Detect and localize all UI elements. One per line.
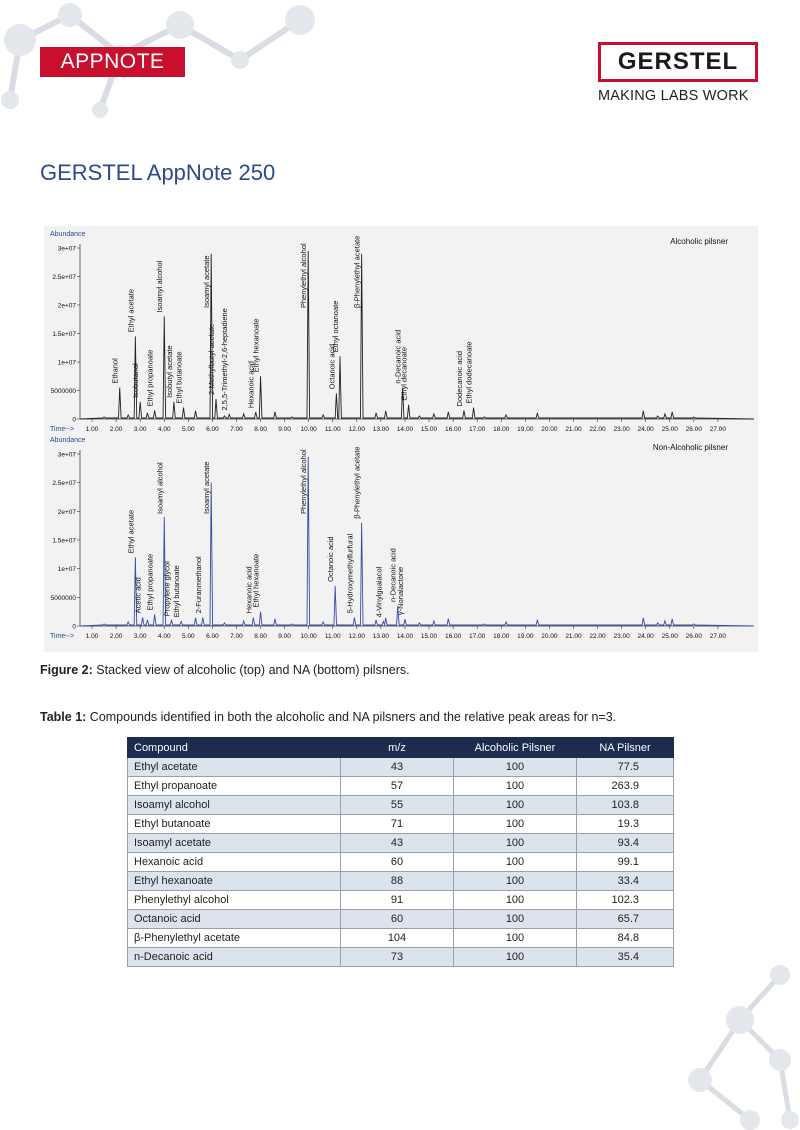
cell-na: 33.4 xyxy=(577,872,674,891)
peak-label: Isobutanol xyxy=(131,363,141,398)
cell-mz: 104 xyxy=(341,929,454,948)
x-axis-label: Time--> xyxy=(50,633,75,640)
cell-na: 65.7 xyxy=(577,910,674,929)
x-tick-label: 21.00 xyxy=(565,633,582,640)
cell-compound: Ethyl hexanoate xyxy=(128,872,341,891)
chromatogram-svg xyxy=(44,226,758,652)
y-axis-label: Abundance xyxy=(50,437,86,444)
x-tick-label: 23.00 xyxy=(613,633,630,640)
x-tick-label: 22.00 xyxy=(589,633,606,640)
x-tick-label: 7.00 xyxy=(230,426,243,433)
cell-compound: Ethyl acetate xyxy=(128,758,341,777)
cell-na: 84.8 xyxy=(577,929,674,948)
x-tick-label: 12.00 xyxy=(348,426,365,433)
y-tick-label: 2.5e+07 xyxy=(52,274,76,281)
peak-label: Acetic acid xyxy=(133,577,143,614)
peak-label: Ethanol xyxy=(110,358,120,384)
header-na: NA Pilsner xyxy=(577,738,674,758)
cell-compound: β-Phenylethyl acetate xyxy=(128,929,341,948)
x-tick-label: 11.00 xyxy=(324,426,341,433)
x-tick-label: 21.00 xyxy=(565,426,582,433)
peak-label: 5-Hydroxymethylfurfural xyxy=(345,533,355,614)
y-tick-label: 1.5e+07 xyxy=(52,331,76,338)
x-tick-label: 8.00 xyxy=(254,426,267,433)
cell-mz: 60 xyxy=(341,910,454,929)
cell-mz: 88 xyxy=(341,872,454,891)
cell-na: 19.3 xyxy=(577,815,674,834)
cell-mz: 43 xyxy=(341,758,454,777)
x-axis-label: Time--> xyxy=(50,426,75,433)
peak-label: Ethyl acetate xyxy=(126,509,136,554)
table-row xyxy=(128,777,674,796)
peak-label: Isoamyl acetate xyxy=(202,461,212,514)
x-tick-label: 2.00 xyxy=(109,426,123,433)
peak-label: Isoamyl acetate xyxy=(202,255,212,308)
y-tick-label: 0 xyxy=(72,623,76,631)
cell-na: 99.1 xyxy=(577,853,674,872)
chromatogram-panel xyxy=(44,226,758,652)
chart-title: Alcoholic pilsner xyxy=(670,237,728,246)
peak-label: Propylene glycol xyxy=(162,561,172,617)
peak-label: Phenylethyl alcohol xyxy=(299,243,309,308)
x-tick-label: 9.00 xyxy=(278,633,291,640)
x-tick-label: 18.00 xyxy=(493,426,510,433)
peak-label: Ethyl dodecanoate xyxy=(464,341,474,404)
cell-alcoholic: 100 xyxy=(454,834,577,853)
figure-caption-text: Stacked view of alcoholic (top) and NA (bottom) pilsners. xyxy=(92,663,410,677)
peak-label: n-Decanoic acid xyxy=(388,548,398,602)
peak-label: Ethyl decanoate xyxy=(399,346,409,401)
x-tick-label: 20.00 xyxy=(541,633,558,640)
x-tick-label: 5.00 xyxy=(181,426,195,433)
table-caption xyxy=(40,710,616,724)
x-tick-label: 27.00 xyxy=(709,426,727,433)
cell-mz: 71 xyxy=(341,815,454,834)
figure-label: Figure 2: xyxy=(40,663,93,677)
molecule-decoration-bottom xyxy=(640,960,800,1130)
x-tick-label: 10.00 xyxy=(300,633,317,640)
x-tick-label: 19.00 xyxy=(517,426,534,433)
cell-compound: Ethyl butanoate xyxy=(128,815,341,834)
y-tick-label: 2.5e+07 xyxy=(52,480,76,488)
y-tick-label: 3e+07 xyxy=(57,245,76,253)
x-tick-label: 27.00 xyxy=(709,633,727,640)
cell-mz: 73 xyxy=(341,948,454,967)
table-caption-text: Compounds identified in both the alcoholic and NA pilsners and the relative peak areas for n=3. xyxy=(86,710,617,724)
table-row xyxy=(128,815,674,834)
y-tick-label: 3e+07 xyxy=(57,451,76,459)
cell-alcoholic: 100 xyxy=(454,910,577,929)
cell-alcoholic: 100 xyxy=(454,853,577,872)
y-axis-label: Abundance xyxy=(50,231,86,238)
cell-mz: 57 xyxy=(341,777,454,796)
peak-label: 2,5,5-Trimethyl-2,6-heptadiene xyxy=(220,308,230,411)
x-tick-label: 14.00 xyxy=(396,426,414,433)
cell-compound: Hexanoic acid xyxy=(128,853,341,872)
x-tick-label: 19.00 xyxy=(517,633,534,640)
cell-na: 263.9 xyxy=(577,777,674,796)
peak-label: Ethyl hexanoate xyxy=(251,318,261,373)
peak-label: Ethyl propanoate xyxy=(145,349,155,407)
y-tick-label: 2e+07 xyxy=(57,508,76,516)
cell-alcoholic: 100 xyxy=(454,796,577,815)
x-tick-label: 20.00 xyxy=(541,426,558,433)
peak-label: 4-Vinylguaiacol xyxy=(374,566,384,618)
cell-alcoholic: 100 xyxy=(454,891,577,910)
x-tick-label: 1.00 xyxy=(85,426,99,433)
y-tick-label: 1e+07 xyxy=(57,359,76,367)
y-tick-label: 1e+07 xyxy=(57,566,76,574)
cell-na: 93.4 xyxy=(577,834,674,853)
header-compound: Compound xyxy=(128,738,341,758)
peak-label: Ethyl butanoate xyxy=(172,565,182,618)
x-tick-label: 15.00 xyxy=(420,426,438,433)
x-tick-label: 26.00 xyxy=(685,633,702,640)
table-row xyxy=(128,853,674,872)
header-mz: m/z xyxy=(341,738,454,758)
x-tick-label: 13.00 xyxy=(372,426,390,433)
cell-mz: 43 xyxy=(341,834,454,853)
x-tick-label: 6.00 xyxy=(206,426,219,433)
cell-mz: 60 xyxy=(341,853,454,872)
peak-label: Ethyl acetate xyxy=(126,288,136,333)
logo-tagline: MAKING LABS WORK xyxy=(598,88,749,104)
compound-table xyxy=(127,737,674,967)
peak-label: Isobutyl acetate xyxy=(164,345,174,398)
x-tick-label: 16.00 xyxy=(444,633,462,640)
cell-mz: 91 xyxy=(341,891,454,910)
cell-na: 103.8 xyxy=(577,796,674,815)
peak-label: Octanoic acid xyxy=(327,343,337,390)
x-tick-label: 12.00 xyxy=(348,633,365,640)
y-tick-label: 5000000 xyxy=(50,388,76,395)
table-label: Table 1: xyxy=(40,710,87,724)
x-tick-label: 14.00 xyxy=(396,633,414,640)
peak-label: Ethyl propanoate xyxy=(145,553,155,611)
cell-alcoholic: 100 xyxy=(454,758,577,777)
x-tick-label: 25.00 xyxy=(661,426,678,433)
table-row xyxy=(128,929,674,948)
y-tick-label: 5000000 xyxy=(50,594,76,602)
peak-label: n-Decanoic acid xyxy=(393,329,403,384)
x-tick-label: 17.00 xyxy=(469,633,486,640)
figure-caption xyxy=(40,663,410,677)
peak-label: Ethyl butanoate xyxy=(174,351,184,404)
peak-label: Dodecanoic acid xyxy=(454,350,464,407)
peak-label: γ-Nonalactone xyxy=(395,566,405,616)
peak-label: 2-Methylbutyl acetate xyxy=(207,323,217,396)
cell-alcoholic: 100 xyxy=(454,929,577,948)
x-tick-label: 16.00 xyxy=(444,426,462,433)
peak-label: Phenylethyl alcohol xyxy=(299,449,309,514)
x-tick-label: 24.00 xyxy=(637,633,654,640)
peak-label: Ethyl octanoate xyxy=(330,300,340,353)
y-tick-label: 0 xyxy=(72,416,76,424)
peak-label: 2-Furanmethanol xyxy=(193,556,203,614)
x-tick-label: 15.00 xyxy=(420,633,438,640)
x-tick-label: 24.00 xyxy=(637,426,654,433)
peak-label: Octanoic acid xyxy=(326,536,336,582)
table-row xyxy=(128,796,674,815)
x-tick-label: 8.00 xyxy=(254,633,267,640)
cell-compound: n-Decanoic acid xyxy=(128,948,341,967)
table-header-row xyxy=(128,738,674,758)
peak-label: Ethyl hexanoate xyxy=(251,553,261,608)
x-tick-label: 10.00 xyxy=(300,426,317,433)
cell-compound: Isoamyl acetate xyxy=(128,834,341,853)
cell-compound: Isoamyl alcohol xyxy=(128,796,341,815)
cell-alcoholic: 100 xyxy=(454,777,577,796)
cell-compound: Ethyl propanoate xyxy=(128,777,341,796)
chart-title: Non-Alcoholic pilsner xyxy=(652,443,728,452)
peak-label: Isoamyl alcohol xyxy=(155,260,165,313)
x-tick-label: 5.00 xyxy=(181,633,195,640)
table-row xyxy=(128,910,674,929)
cell-alcoholic: 100 xyxy=(454,948,577,967)
table-row xyxy=(128,948,674,967)
appnote-banner: APPNOTE xyxy=(40,47,185,77)
peak-label: β-Phenylethyl acetate xyxy=(352,235,362,308)
y-tick-label: 2e+07 xyxy=(57,302,76,310)
x-tick-label: 3.00 xyxy=(133,633,147,640)
cell-na: 102.3 xyxy=(577,891,674,910)
x-tick-label: 25.00 xyxy=(661,633,678,640)
x-tick-label: 6.00 xyxy=(206,633,219,640)
x-tick-label: 3.00 xyxy=(133,426,147,433)
cell-alcoholic: 100 xyxy=(454,872,577,891)
header-alcoholic: Alcoholic Pilsner xyxy=(454,738,577,758)
gerstel-logo: GERSTEL xyxy=(598,42,758,82)
cell-na: 35.4 xyxy=(577,948,674,967)
x-tick-label: 1.00 xyxy=(85,633,99,640)
cell-compound: Octanoic acid xyxy=(128,910,341,929)
x-tick-label: 17.00 xyxy=(469,426,486,433)
x-tick-label: 18.00 xyxy=(493,633,510,640)
table-row xyxy=(128,758,674,777)
cell-na: 77.5 xyxy=(577,758,674,777)
y-tick-label: 1.5e+07 xyxy=(52,537,76,545)
x-tick-label: 23.00 xyxy=(613,426,630,433)
x-tick-label: 7.00 xyxy=(230,633,243,640)
x-tick-label: 9.00 xyxy=(278,426,291,433)
table-row xyxy=(128,872,674,891)
x-tick-label: 11.00 xyxy=(324,633,341,640)
x-tick-label: 26.00 xyxy=(685,426,702,433)
x-tick-label: 13.00 xyxy=(372,633,390,640)
peak-label: Hexanoic acid xyxy=(244,566,254,614)
x-tick-label: 2.00 xyxy=(109,633,123,640)
peak-label: Isoamyl alcohol xyxy=(155,462,165,514)
cell-alcoholic: 100 xyxy=(454,815,577,834)
x-tick-label: 22.00 xyxy=(589,426,606,433)
table-row xyxy=(128,891,674,910)
x-tick-label: 4.00 xyxy=(157,426,171,433)
table-row xyxy=(128,834,674,853)
cell-mz: 55 xyxy=(341,796,454,815)
cell-compound: Phenylethyl alcohol xyxy=(128,891,341,910)
document-title: GERSTEL AppNote 250 xyxy=(40,160,276,185)
peak-label: β-Phenylethyl acetate xyxy=(352,446,362,519)
peak-label: Hexanoic acid xyxy=(246,361,256,409)
x-tick-label: 4.00 xyxy=(157,633,171,640)
